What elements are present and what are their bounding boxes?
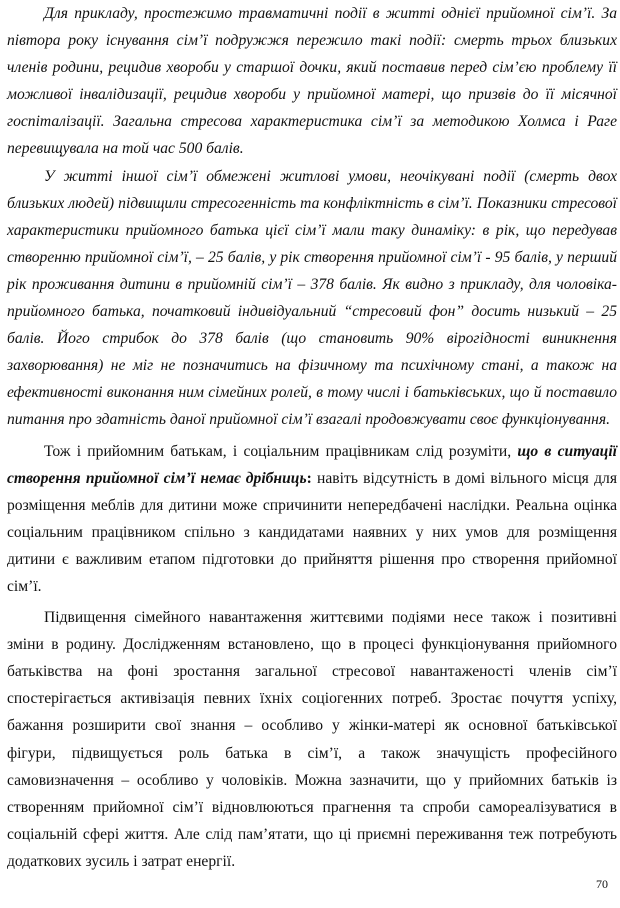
paragraph-conclusion-end: навіть відсутність в домі вільного місця для розміщення меблів для дитини може спричинити непередбачені наслідки. Реальна оцінка соціальним працівником спільно з кандидатами наявних у них умов для розміщення дитини є важливим етапом підготовки до прийняття рішення про створення прийомної сім’ї. [7, 469, 618, 595]
paragraph-positive-changes: Підвищення сімейного навантаження життєвими подіями несе також і позитивні зміни в родину. Дослідженням встановлено, що в процесі функціонування прийомного батьківства на фоні зростання загальної стресової навантаженості членів сім’ї спостерігається активізація певних їхніх соціогенних потреб. Зростає почуття успіху, бажання розширити свої знання – особливо у жінки-матері як основної батьківської фігури, підвищується роль батька в сім’ї, а також значущість професійного самовизначення – особливо у чоловіків. Можна зазначити, що у прийомних батьків із створенням прийомної сім’ї відновлюються прагнення та спроби самореалізуватися в соціальній сфері життя. Але слід пам’ятати, що ці приємні переживання теж потребують додаткових зусиль і затрат енергії. [7, 609, 617, 870]
page-number: 70 [596, 877, 608, 891]
paragraph-conclusion-start: Тож і прийомним батькам, і соціальним працівникам слід розуміти, [44, 442, 518, 460]
paragraph-conclusion [7, 438, 617, 601]
paragraph-example-two: У житті іншої сім’ї обмежені житлові умови, неочікувані події (смерть двох близьких людей) підвищили стресогенність та конфліктність в сім’ї. Показники стресової характеристики прийомного батька цієї сім’ї мали таку динаміку: в рік, що передував створенню прийомної сім’ї, – 25 балів, у рік створення прийомної сім’ї - 95 балів, у перший рік проживання дитини в прийомній сім’ї – 378 балів. Як видно з прикладу, для чоловіка-прийомного батька, початковий індивідуальний “стресовий фон” досить низький – 25 балів. Його стрибок до 378 балів (що становить 90% вірогідності виникнення захворювання) не міг не позначитись на фізичному та психічному стані, а також на ефективності виконання ним сімейних ролей, в тому числі і батьківських, що й поставило питання про здатність даної прийомної сім’ї взагалі продовжувати своє функціонування. [7, 167, 617, 429]
page-body [7, 0, 617, 875]
emphasis-no-trifles: що в ситуації створення прийомної сім’ї немає дрібниць [7, 442, 617, 487]
paragraph-example-one: Для прикладу, простежимо травматичні події в житті однієї прийомної сім’ї. За півтора року існування сім’ї подружжя пережило такі події: смерть трьох близьких членів родини, рецидив хвороби у старшої дочки, який поставив перед сім’єю проблему її можливої інвалідизації, рецидив хвороби у прийомної матері, що призвів до її місячної госпіталізації. Загальна стресова характеристика сім’ї за методикою Холмса і Раге перевищувала на той час 500 балів. [7, 5, 617, 158]
emphasis-colon: : [306, 469, 312, 487]
